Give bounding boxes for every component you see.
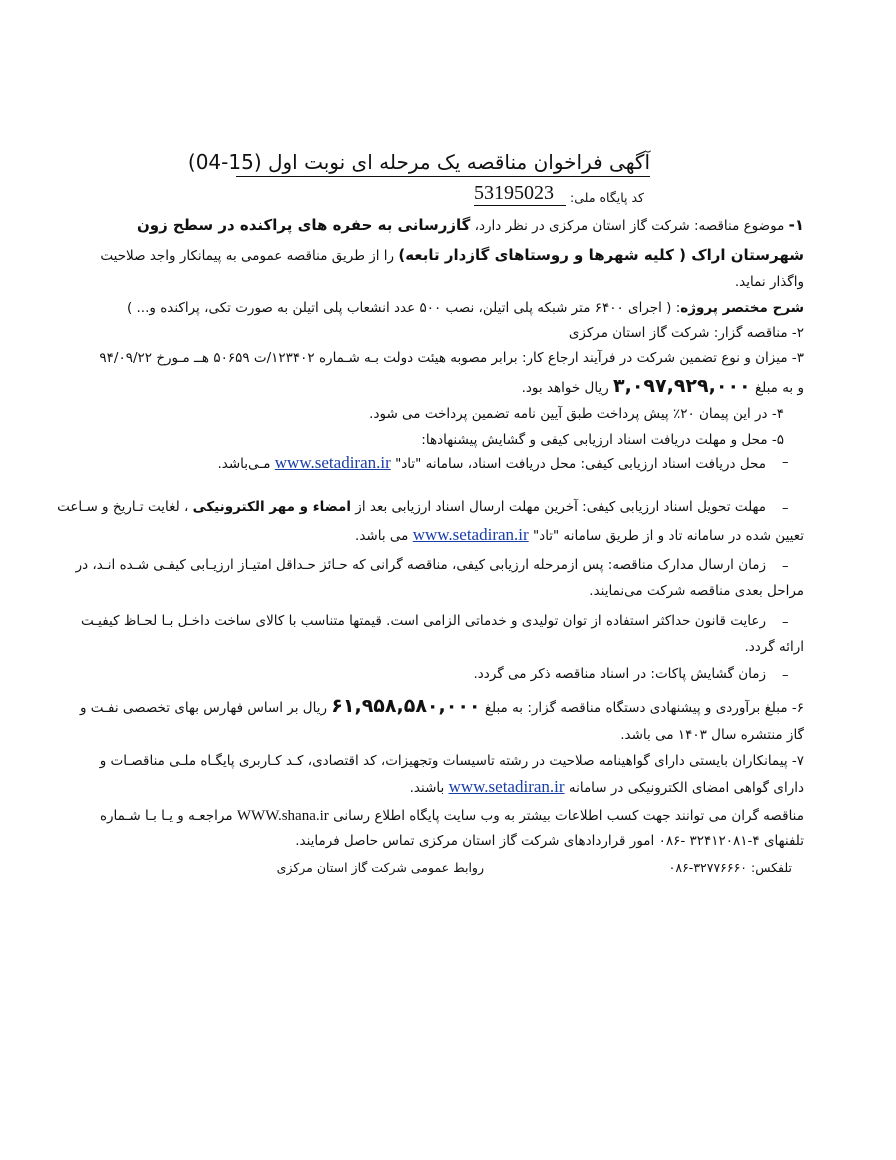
estimated-amount: ۶۱,۹۵۸,۵۸۰,۰۰۰ [331, 695, 481, 717]
bullet3-line1: زمان ارسال مدارک مناقصه: پس ازمرحله ارزیابی کیفی، مناقصه گرانی که حـائز حـداقل امتیـاز ارزیـابی کیفـی شـده انـد، در [75, 557, 766, 573]
bullet2-text-d: تعیین شده در سامانه تاد و از طریق سامانه "تاد" [532, 528, 804, 544]
bullet2-text-e: می باشد. [355, 528, 409, 544]
setadiran-link-1[interactable]: www.setadiran.ir [274, 453, 391, 472]
national-code-underline [474, 205, 566, 206]
item1-number: ۱- [788, 216, 804, 234]
item6-prefix: ۶- مبلغ برآوردی و پیشنهادی دستگاه مناقصه گزار: به مبلغ [484, 700, 804, 716]
item3-amount-suffix: ریال خواهد بود. [521, 380, 609, 396]
bullet1-text: محل دریافت اسناد ارزیابی کیفی: محل دریافت اسناد، سامانه "تاد" [395, 456, 766, 472]
info-line1 [100, 805, 804, 827]
bullet3-line2: مراحل بعدی مناقصه شرکت می‌نمایند. [589, 583, 804, 599]
item1-rest: را از طریق مناقصه عمومی به پیمانکار واجد صلاحیت [100, 248, 399, 264]
bullet2-text-a: مهلت تحویل اسناد ارزیابی کیفی: آخرین مهلت ارسال اسناد ارزیابی بعد از [351, 499, 766, 515]
footer-fax: تلفکس: ۳۲۷۷۶۶۶۰-۰۸۶ [668, 860, 792, 875]
item6-suffix: ریال بر اساس فهارس بهای تخصصی نفـت و [79, 700, 327, 716]
info-text-a: مناقصه گران می توانند جهت کسب اطلاعات بیشتر به وب سایت پایگاه اطلاع رسانی [333, 808, 804, 824]
bullet1 [217, 450, 766, 477]
national-code-label: کد پایگاه ملی: [570, 190, 644, 205]
bullet2-line2 [355, 522, 804, 549]
project-description [127, 297, 804, 319]
bullet-dash-3: – [782, 559, 789, 574]
bullet4-line2: ارائه گردد. [744, 639, 804, 655]
national-code-value: 53195023 [474, 182, 554, 204]
guarantee-amount: ۳,۰۹۷,۹۲۹,۰۰۰ [613, 375, 751, 397]
item3-line1: ۳- میزان و نوع تضمین شرکت در فرآیند ارجاع کار: برابر مصوبه هیئت دولت بـه شـماره ۱۲۳۴۰۲/ت ۵۰۶۵۹ هــ مـورخ ۹۴/۰۹/۲۲ [99, 350, 804, 366]
item3-line2 [522, 372, 804, 402]
bullet2-text-c: ، لغایت تـاریخ و سـاعت [57, 499, 193, 515]
item1-line3: واگذار نماید. [734, 274, 804, 290]
project-description-label: شرح مختصر پروژه [680, 300, 804, 316]
item2: ۲- مناقصه گزار: شرکت گاز استان مرکزی [568, 325, 804, 341]
item7-line1: ۷- پیمانکاران بایستی دارای گواهینامه صلاحیت در رشته تاسیسات وتجهیزات، کد اقتصادی، کـد کـاربری پایگـاه ملـی مناقصـات و [99, 753, 804, 769]
bullet-dash-1: – [782, 455, 789, 470]
footer-public-relations: روابط عمومی شرکت گاز استان مرکزی [276, 860, 484, 875]
setadiran-link-3[interactable]: www.setadiran.ir [448, 777, 565, 796]
notice-title: آگهی فراخوان مناقصه یک مرحله ای نوبت اول (15-04) [236, 148, 650, 177]
bullet4-line1: رعایت قانون حداکثر استفاده از توان تولیدی و خدماتی الزامی است. قیمتها متناسب با کالای ساخت داخـل بـا لحـاظ کیفیـت [80, 613, 766, 629]
bullet2-emphasis: امضاء و مهر الکترونیکی [192, 499, 352, 515]
bullet-dash-5: – [782, 668, 789, 683]
bullet-dash-4: – [782, 615, 789, 630]
item7-text-a: دارای گواهی امضای الکترونیکی در سامانه [568, 780, 804, 796]
info-text-b: مراجعـه و یـا بـا شـماره [99, 808, 233, 824]
item3-amount-prefix: و به مبلغ [754, 380, 804, 396]
item1-subject-1: گازرسانی به حفره های پراکنده در سطح زون [136, 216, 471, 234]
bullet1-suffix: مـی‌باشد. [217, 456, 271, 472]
item6-line1 [80, 692, 804, 722]
project-description-text: : ( اجرای ۶۴۰۰ متر شبکه پلی اتیلن، نصب ۵۰۰ عدد انشعاب پلی اتیلن به صورت تکی، پراکنده و... ) [126, 300, 681, 316]
item1-subject-2: شهرستان اراک ( کلیه شهرها و روستاهای گازدار تابعه) [398, 246, 804, 264]
info-line2: تلفنهای ۴-۳۲۴۱۲۰۸۱ -۰۸۶ امور قراردادهای شرکت گاز استان مرکزی تماس حاصل فرمایند. [295, 833, 804, 849]
item1-line1 [137, 214, 804, 237]
item1-intro: موضوع مناقصه: شرکت گاز استان مرکزی در نظر دارد، [470, 218, 785, 234]
bullet5: زمان گشایش پاکات: در اسناد مناقصه ذکر می گردد. [473, 666, 766, 682]
item7-text-b: باشند. [409, 780, 445, 796]
item5: ۵- محل و مهلت دریافت اسناد ارزیابی کیفی و گشایش پیشنهادها: [421, 432, 784, 448]
shana-site[interactable]: WWW.shana.ir [236, 808, 329, 824]
setadiran-link-2[interactable]: www.setadiran.ir [412, 525, 529, 544]
bullet2-line1 [57, 496, 766, 518]
bullet-dash-2: – [782, 501, 789, 516]
item6-line2: گاز منتشره سال ۱۴۰۳ می باشد. [620, 727, 804, 743]
item4: ۴- در این پیمان ۲۰٪ پیش پرداخت طبق آیین نامه تضمین پرداخت می شود. [369, 406, 784, 422]
item1-line2 [100, 244, 804, 267]
item7-line2 [410, 774, 804, 801]
